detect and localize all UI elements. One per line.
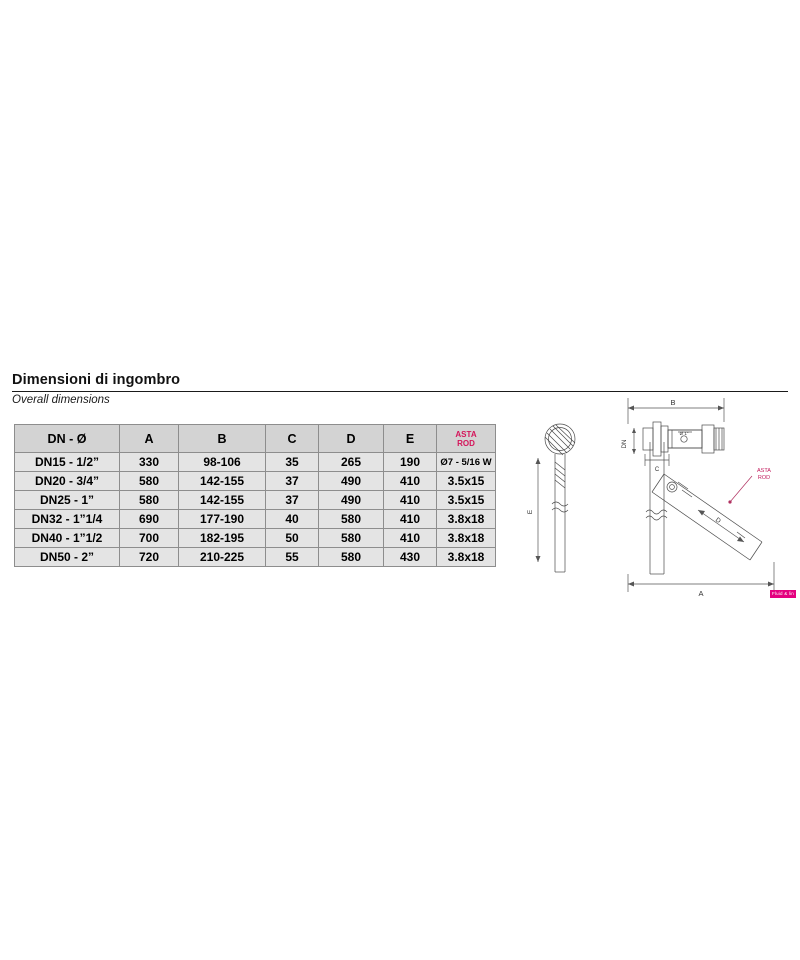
dimension-line-e (536, 458, 541, 562)
cell-asta: 3.8x18 (437, 529, 496, 548)
cell-dn: DN20 - 3/4” (15, 472, 120, 491)
cell-asta: 3.5x15 (437, 491, 496, 510)
cell-d: 580 (319, 510, 384, 529)
cell-a: 330 (120, 453, 179, 472)
cell-d: 580 (319, 529, 384, 548)
cell-c: 35 (266, 453, 319, 472)
asta-rod-leader (728, 476, 752, 504)
cell-c: 55 (266, 548, 319, 567)
label-c: C (654, 467, 660, 473)
column-header-asta-line2: ROD (457, 438, 475, 448)
cell-asta: Ø7 - 5/16 W (437, 453, 496, 472)
column-header-b: B (179, 425, 266, 453)
label-asta-line2: ROD (757, 475, 771, 481)
table-row (15, 510, 496, 529)
cell-b: 142-155 (179, 491, 266, 510)
table-row (15, 453, 496, 472)
cell-asta: 3.8x18 (437, 548, 496, 567)
cell-d: 490 (319, 491, 384, 510)
dimension-line-b (628, 398, 724, 424)
label-e: E (527, 509, 534, 515)
table-row (15, 548, 496, 567)
rod-assembly (545, 424, 575, 572)
dimensions-table (14, 424, 496, 567)
cell-a: 580 (120, 472, 179, 491)
brand-tag: Fluid & lin (772, 591, 794, 596)
cell-e: 430 (384, 548, 437, 567)
cell-e: 410 (384, 491, 437, 510)
cell-b: 210-225 (179, 548, 266, 567)
cell-a: 720 (120, 548, 179, 567)
cell-e: 410 (384, 510, 437, 529)
column-header-c: C (266, 425, 319, 453)
cell-e: 410 (384, 529, 437, 548)
label-d: D (713, 516, 722, 525)
label-a: A (698, 589, 704, 598)
valve-head (643, 422, 724, 456)
column-header-e: E (384, 425, 437, 453)
technical-drawing (512, 392, 796, 610)
cell-a: 580 (120, 491, 179, 510)
cell-b: 142-155 (179, 472, 266, 491)
cell-a: 690 (120, 510, 179, 529)
column-header-d: D (319, 425, 384, 453)
page-title: Dimensioni di ingombro (12, 372, 181, 388)
cell-c: 37 (266, 491, 319, 510)
cell-b: 98-106 (179, 453, 266, 472)
outlet-pipe (652, 474, 762, 560)
table-header (15, 425, 496, 453)
cell-dn: DN50 - 2” (15, 548, 120, 567)
table-header-row (15, 425, 496, 453)
label-asta-line1: ASTA (757, 468, 771, 474)
dimension-line-dn (632, 428, 636, 454)
label-b: B (670, 398, 676, 407)
cell-d: 490 (319, 472, 384, 491)
dimension-line-d (698, 510, 744, 542)
cell-b: 182-195 (179, 529, 266, 548)
cell-e: 190 (384, 453, 437, 472)
cell-asta: 3.5x15 (437, 472, 496, 491)
cell-c: 40 (266, 510, 319, 529)
table-row (15, 529, 496, 548)
cell-dn: DN25 - 1” (15, 491, 120, 510)
label-size-mark: Ø 1” (679, 431, 689, 436)
cell-dn: DN40 - 1”1/2 (15, 529, 120, 548)
cell-a: 700 (120, 529, 179, 548)
cell-c: 50 (266, 529, 319, 548)
table-row (15, 491, 496, 510)
valve-body-vertical (646, 442, 667, 574)
page-subtitle: Overall dimensions (12, 394, 110, 406)
column-header-dn: DN - Ø (15, 425, 120, 453)
table-body (15, 453, 496, 567)
cell-c: 37 (266, 472, 319, 491)
cell-dn: DN15 - 1/2” (15, 453, 120, 472)
cell-e: 410 (384, 472, 437, 491)
cell-b: 177-190 (179, 510, 266, 529)
label-dn: DN (622, 439, 628, 449)
cell-d: 580 (319, 548, 384, 567)
column-header-a: A (120, 425, 179, 453)
column-header-asta-line1: ASTA (455, 429, 477, 439)
drawing-svg (512, 392, 796, 610)
table-row (15, 472, 496, 491)
cell-d: 265 (319, 453, 384, 472)
column-header-asta-rod (437, 425, 496, 453)
cell-asta: 3.8x18 (437, 510, 496, 529)
cell-dn: DN32 - 1”1/4 (15, 510, 120, 529)
